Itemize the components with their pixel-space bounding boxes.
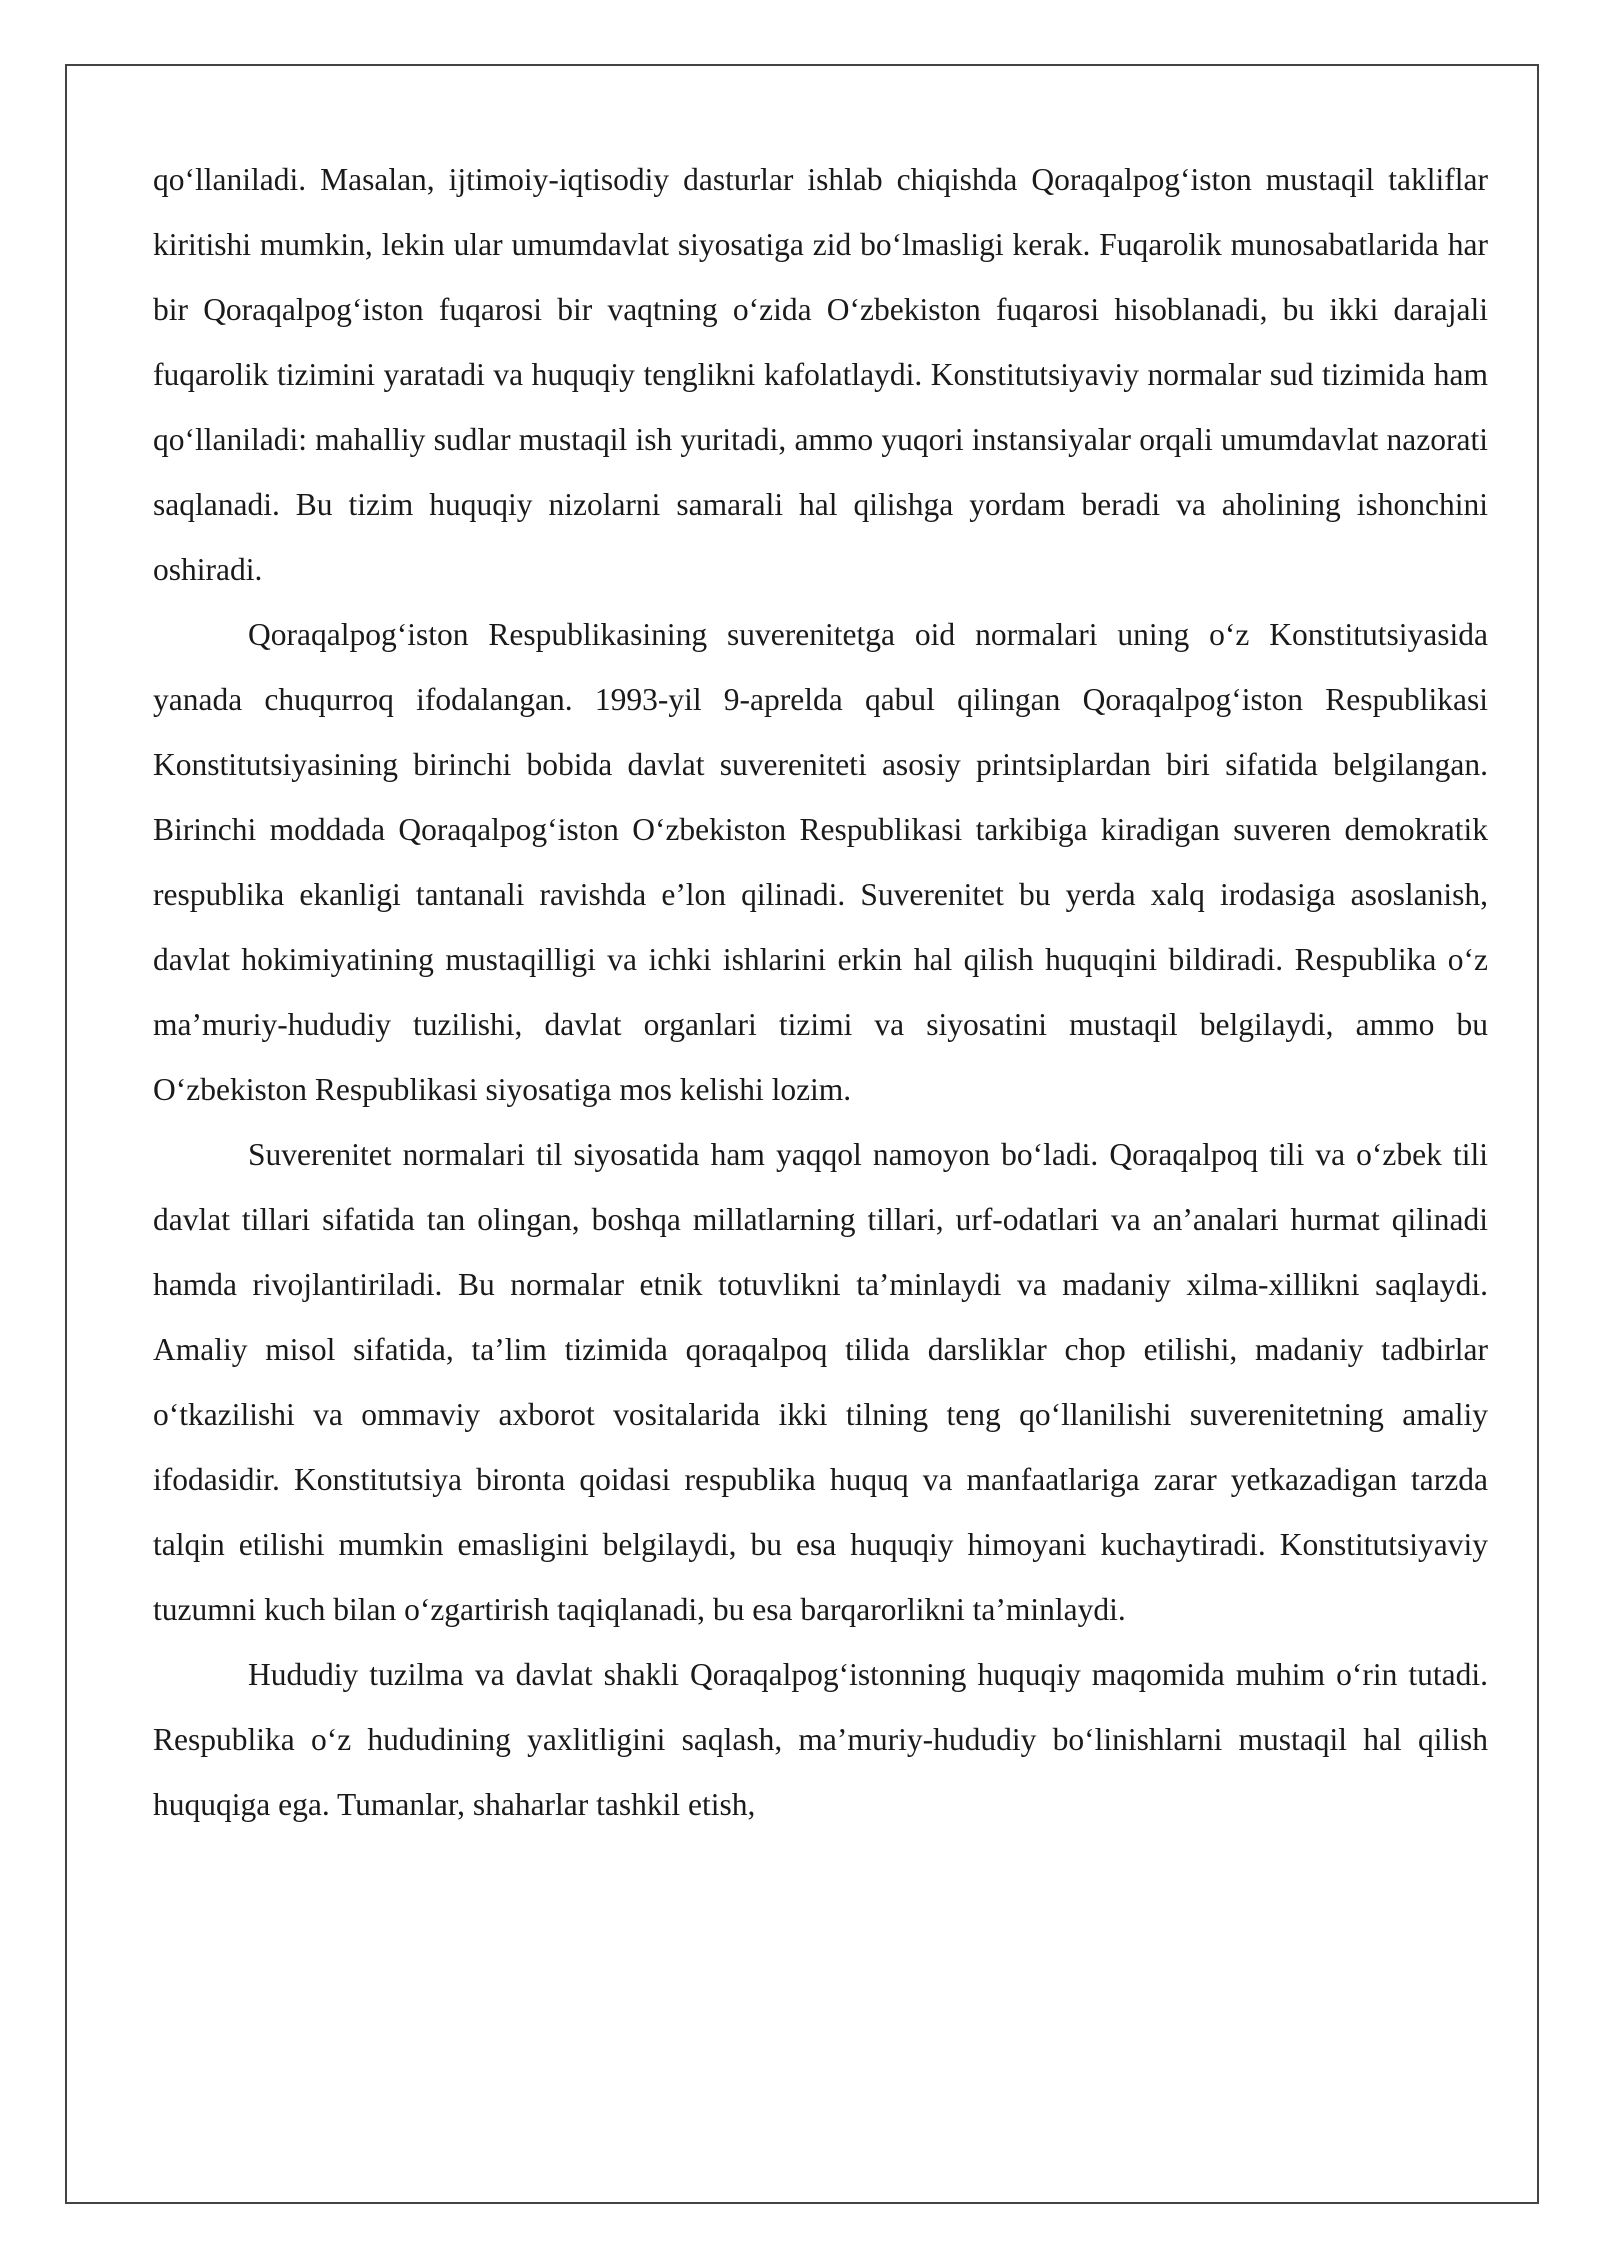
document-body	[153, 147, 1488, 1837]
paragraph-sovereignty-norms: Qoraqalpog‘iston Respublikasining suverenitetga oid normalari uning o‘z Konstitutsiyasida yanada chuqurroq ifodalangan. 1993-yil 9-aprelda qabul qilingan Qoraqalpog‘iston Respublikasi Konstitutsiyasining birinchi bobida davlat suvereniteti asosiy printsiplardan biri sifatida belgilangan. Birinchi moddada Qoraqalpog‘iston O‘zbekiston Respublikasi tarkibiga kiradigan suveren demokratik respublika ekanligi tantanali ravishda e’lon qilinadi. Suverenitet bu yerda xalq irodasiga asoslanish, davlat hokimiyatining mustaqilligi va ichki ishlarini erkin hal qilish huquqini bildiradi. Respublika o‘z ma’muriy-hududiy tuzilishi, davlat organlari tizimi va siyosatini mustaqil belgilaydi, ammo bu O‘zbekiston Respublikasi siyosatiga mos kelishi lozim.	[153, 617, 1488, 1107]
paragraph-language-policy: Suverenitet normalari til siyosatida ham yaqqol namoyon bo‘ladi. Qoraqalpoq tili va o‘zbek tili davlat tillari sifatida tan olingan, boshqa millatlarning tillari, urf-odatlari va an’analari hurmat qilinadi hamda rivojlantiriladi. Bu normalar etnik totuvlikni ta’minlaydi va madaniy xilma-xillikni saqlaydi. Amaliy misol sifatida, ta’lim tizimida qoraqalpoq tilida darsliklar chop etilishi, madaniy tadbirlar o‘tkazilishi va ommaviy axborot vositalarida ikki tilning teng qo‘llanilishi suverenitetning amaliy ifodasidir. Konstitutsiya bironta qoidasi respublika huquq va manfaatlariga zarar yetkazadigan tarzda talqin etilishi mumkin emasligini belgilaydi, bu esa huquqiy himoyani kuchaytiradi. Konstitutsiyaviy tuzumni kuch bilan o‘zgartirish taqiqlanadi, bu esa barqarorlikni ta’minlaydi.	[153, 1137, 1488, 1627]
paragraph-continuation: qo‘llaniladi. Masalan, ijtimoiy-iqtisodiy dasturlar ishlab chiqishda Qoraqalpog‘iston mustaqil takliflar kiritishi mumkin, lekin ular umumdavlat siyosatiga zid bo‘lmasligi kerak. Fuqarolik munosabatlarida har bir Qoraqalpog‘iston fuqarosi bir vaqtning o‘zida O‘zbekiston fuqarosi hisoblanadi, bu ikki darajali fuqarolik tizimini yaratadi va huquqiy tenglikni kafolatlaydi. Konstitutsiyaviy normalar sud tizimida ham qo‘llaniladi: mahalliy sudlar mustaqil ish yuritadi, ammo yuqori instansiyalar orqali umumdavlat nazorati saqlanadi. Bu tizim huquqiy nizolarni samarali hal qilishga yordam beradi va aholining ishonchini oshiradi.	[153, 162, 1488, 587]
paragraph-territorial-structure: Hududiy tuzilma va davlat shakli Qoraqalpog‘istonning huquqiy maqomida muhim o‘rin tutadi. Respublika o‘z hududining yaxlitligini saqlash, ma’muriy-hududiy bo‘linishlarni mustaqil hal qilish huquqiga ega. Tumanlar, shaharlar tashkil etish,	[153, 1657, 1488, 1822]
